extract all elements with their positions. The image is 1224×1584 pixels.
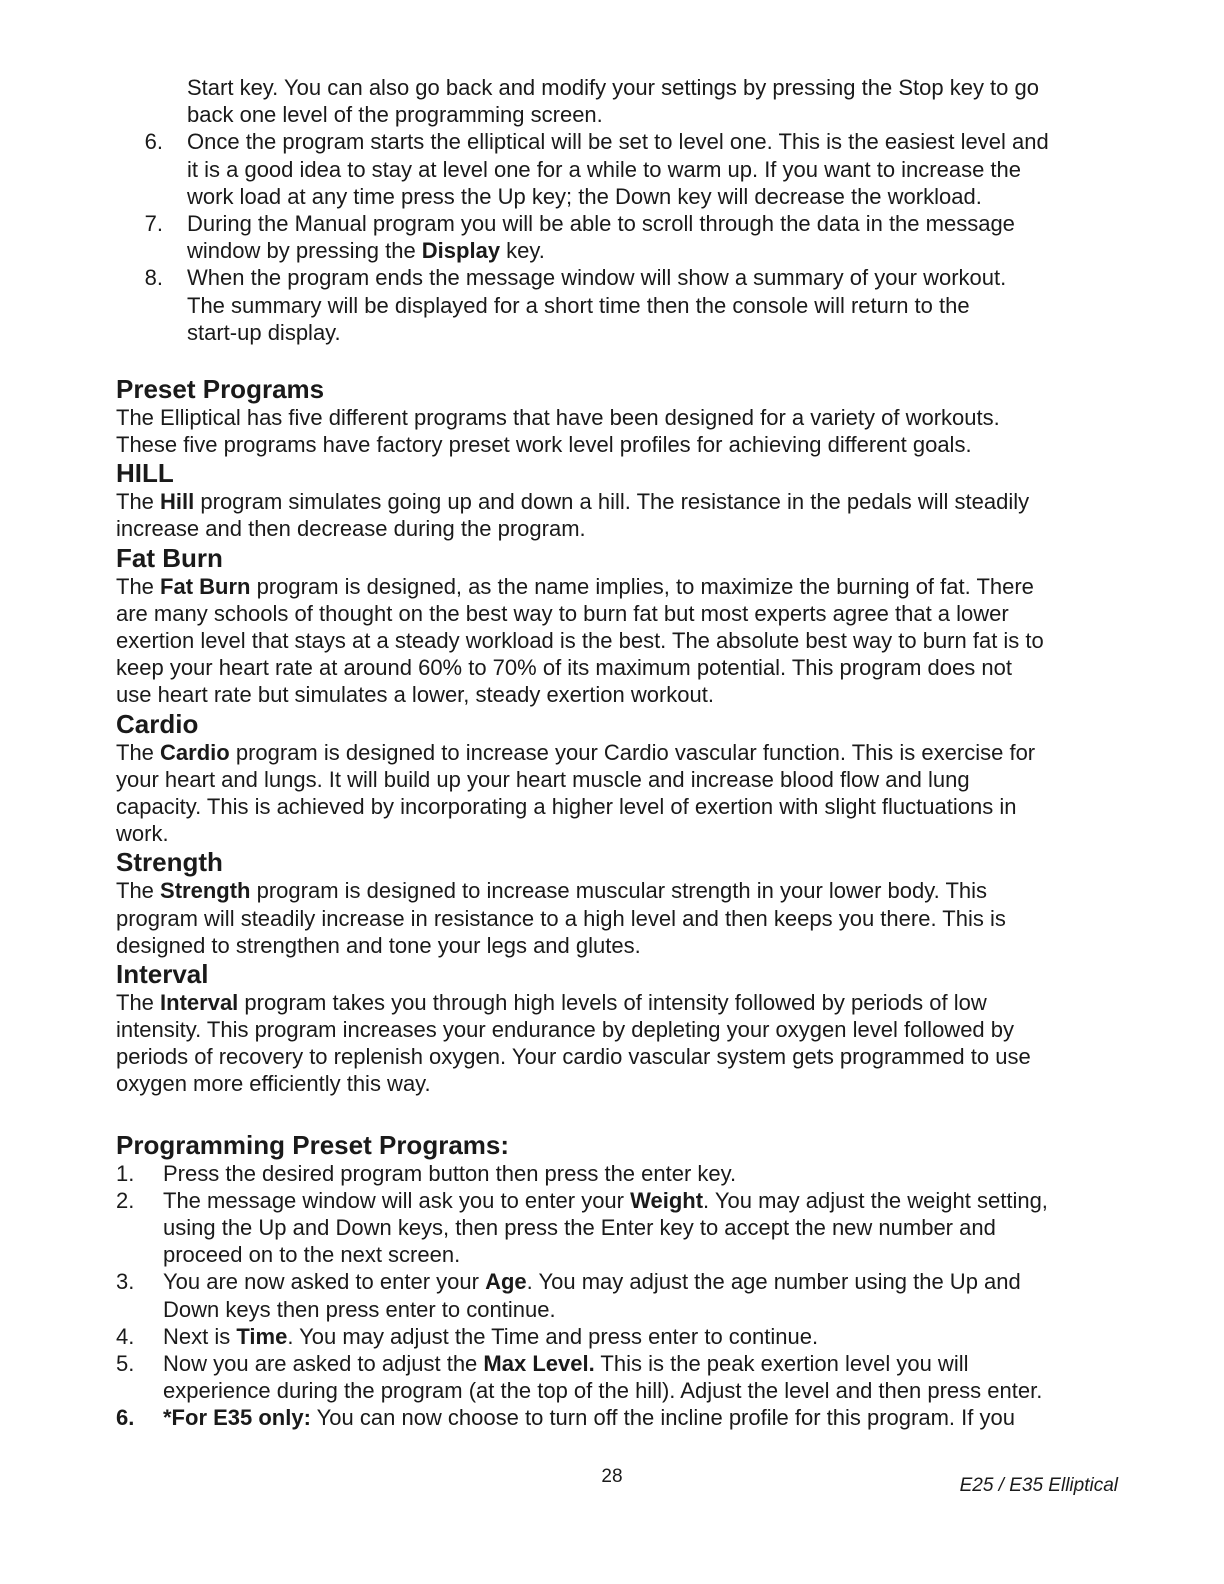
text-span: key. [500,238,545,264]
bold-text: Strength [160,878,251,904]
section-heading: Preset Programs [116,373,325,404]
text-line [187,210,1224,237]
text-line [116,600,1224,627]
text-span: program will steadily increase in resistance to a high level and then keeps you there. This is [116,905,1006,931]
paragraph [116,404,1224,458]
text-line [187,128,1224,155]
text-line [187,292,1224,319]
list-item [144,128,1224,210]
text-line [116,488,1224,515]
text-line [163,1268,1224,1295]
bold-text: Fat Burn [160,573,251,599]
text-span: You can now choose to turn off the incline profile for this program. If you [310,1405,1015,1431]
section-heading: Strength [116,847,223,878]
numbered-list [0,74,1224,346]
text-span: keep your heart rate at around 60% to 70% of its maximum potential. This program does not [116,655,1012,681]
section-heading: Fat Burn [116,542,223,573]
list-number [133,74,163,101]
list-item [116,1404,1224,1431]
text-line [116,905,1224,932]
text-span: program takes you through high levels of intensity followed by periods of low [238,989,987,1015]
list-item [116,1187,1224,1269]
text-line [163,1214,1224,1241]
text-span: Once the program starts the elliptical will be set to level one. This is the easiest level and [187,129,1049,155]
text-line [163,1187,1224,1214]
text-line [163,1160,1224,1187]
paragraph [116,739,1224,848]
text-line [116,739,1224,766]
text-span: work load at any time press the Up key; the Down key will decrease the workload. [187,183,982,209]
text-line [116,877,1224,904]
text-span: The [116,989,161,1015]
bold-text: Max Level. [483,1350,595,1376]
list-item [116,1350,1224,1404]
page-number: 28 [601,1466,623,1487]
text-line [116,1070,1224,1097]
text-span: program simulates going up and down a hill. The resistance in the pedals will steadily [194,489,1030,515]
text-span: . You may adjust the weight setting, [703,1187,1048,1213]
text-span: The [116,739,161,765]
text-line [163,1296,1224,1323]
list-number: 7. [144,210,163,236]
text-span: When the program ends the message window will show a summary of your workout. [187,265,1007,291]
text-line [116,766,1224,793]
section-heading: Cardio [116,708,199,739]
section-heading: Programming Preset Programs: [116,1129,510,1160]
text-line [116,1043,1224,1070]
text-span: program is designed, as the name implies, to maximize the burning of fat. There [250,573,1034,599]
text-line [116,820,1224,847]
paragraph [116,877,1224,959]
text-span: program is designed to increase muscular strength in your lower body. This [250,878,988,904]
text-line [163,1241,1224,1268]
text-line [163,1350,1224,1377]
bold-text: Time [236,1323,288,1349]
text-span: using the Up and Down keys, then press the Enter key to accept the new number and [163,1215,996,1240]
bold-text: Age [485,1269,527,1295]
text-span: . You may adjust the Time and press enter to continue. [287,1323,819,1349]
text-span: These five programs have factory preset work level profiles for achieving different goals. [116,432,972,458]
text-span: exertion level that stays at a steady workload is the best. The absolute best way to burn fat is to [116,628,1044,653]
text-span: Press the desired program button then press the enter key. [163,1160,737,1186]
paragraph [116,989,1224,1098]
text-line [187,319,1224,346]
text-span: Start key. You can also go back and modify your settings by pressing the Stop key to go [187,75,1039,100]
footer-title: E25 / E35 Elliptical [959,1475,1118,1496]
text-span: periods of recovery to replenish oxygen. Your cardio vascular system gets programmed to use [116,1044,1031,1070]
text-span: Next is [163,1323,237,1349]
text-line [163,1377,1224,1404]
text-span: You are now asked to enter your [163,1269,486,1295]
text-span: capacity. This is achieved by incorporating a higher level of exertion with slight fluctuations in [116,793,1017,819]
text-span: This is the peak exertion level you will [594,1350,969,1376]
text-span: are many schools of thought on the best way to burn fat but most experts agree that a lower [116,600,1009,626]
list-number: 2. [116,1187,135,1213]
text-span: During the Manual program you will be able to scroll through the data in the message [187,210,1015,236]
list-item [144,210,1224,264]
text-line [163,1323,1224,1350]
text-line [116,404,1224,431]
spacer [0,346,1224,374]
text-line [116,573,1224,600]
text-line [116,654,1224,681]
text-span: The [116,489,161,515]
text-line [116,989,1224,1016]
bold-text: Cardio [160,739,230,765]
section-heading: Interval [116,958,209,989]
text-line [116,681,1224,708]
text-span: proceed on to the next screen. [163,1242,461,1268]
section-heading: HILL [116,458,174,489]
list-number: 6. [116,1405,135,1431]
text-line [187,101,1224,128]
list-number: 3. [116,1269,135,1295]
text-span: program is designed to increase your Cardio vascular function. This is exercise for [229,739,1036,765]
list-item [116,1268,1224,1322]
text-span: intensity. This program increases your endurance by depleting your oxygen level followed by [116,1017,1015,1043]
text-line [187,74,1224,101]
text-line [187,237,1224,264]
text-line [163,1404,1224,1431]
bold-text: Display [421,238,501,264]
text-span: start-up display. [187,319,341,345]
text-span: your heart and lungs. It will build up your heart muscle and increase blood flow and lung [116,766,970,792]
text-span: The message window will ask you to enter your [163,1187,631,1213]
list-number: 8. [144,265,163,291]
text-line [116,932,1224,959]
text-span: designed to strengthen and tone your legs and glutes. [116,932,641,958]
spacer [0,1098,1224,1130]
bold-text: Interval [160,989,239,1015]
text-span: The Elliptical has five different programs that have been designed for a variety of workouts. [116,404,1000,430]
text-line [116,431,1224,458]
text-span: it is a good idea to stay at level one for a while to warm up. If you want to increase the [187,156,1022,182]
text-span: increase and then decrease during the program. [116,516,586,542]
text-line [116,1016,1224,1043]
text-span: experience during the program (at the top of the hill). Adjust the level and then press enter. [163,1378,1043,1404]
list-item [144,264,1224,346]
text-span: back one level of the programming screen. [187,102,603,128]
document-body [0,74,1224,1432]
text-span: Now you are asked to adjust the [163,1350,484,1376]
paragraph [116,488,1224,542]
text-line [187,156,1224,183]
list-item [116,1323,1224,1350]
bold-text: Hill [160,489,195,515]
text-span: The [116,573,161,599]
text-line [116,793,1224,820]
list-item [187,74,1224,128]
paragraph [116,573,1224,709]
text-span: Down keys then press enter to continue. [163,1296,556,1322]
list-number: 1. [116,1160,135,1186]
bold-text: *For E35 only: [163,1405,311,1431]
list-number: 4. [116,1323,135,1349]
bold-text: Weight [630,1187,704,1213]
text-line [116,627,1224,654]
text-line [187,264,1224,291]
text-span: . You may adjust the age number using the Up and [526,1269,1021,1295]
text-span: oxygen more efficiently this way. [116,1071,431,1097]
text-span: The [116,878,161,904]
text-span: work. [116,821,169,847]
text-span: window by pressing the [187,238,422,264]
list-number: 5. [116,1350,135,1376]
text-span: use heart rate but simulates a lower, steady exertion workout. [116,682,714,708]
text-line [116,515,1224,542]
list-number: 6. [144,129,163,155]
text-span: The summary will be displayed for a short time then the console will return to the [187,292,970,318]
text-line [187,183,1224,210]
numbered-list [0,1160,1224,1432]
list-item [116,1160,1224,1187]
